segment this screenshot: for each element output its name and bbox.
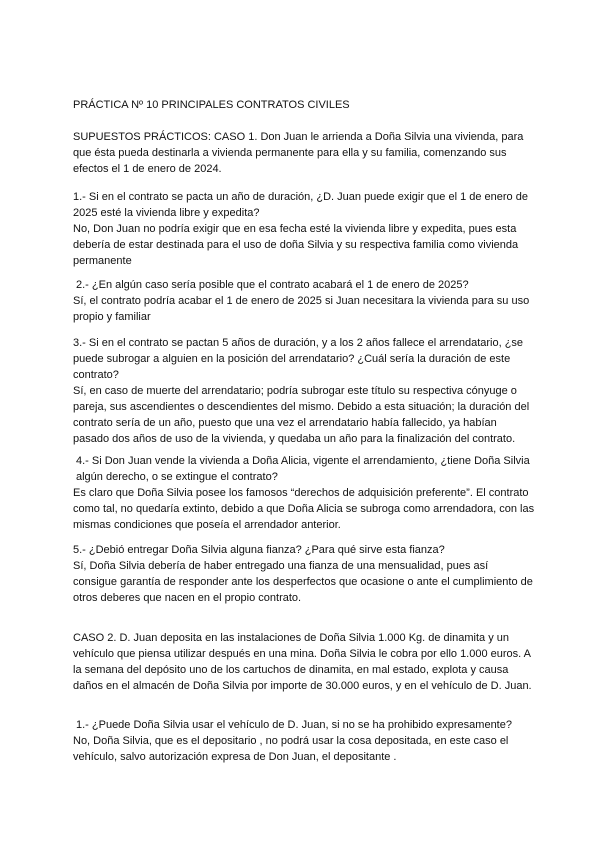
case1-question-5 [73,542,533,606]
answer-text: Sí, el contrato podría acabar el 1 de enero de 2025 si Juan necesitara la vivienda para su uso propio y familiar [73,295,530,323]
case2-intro-text: CASO 2. D. Juan deposita en las instalaciones de Doña Silvia 1.000 Kg. de dinamita y un vehículo que piensa utilizar después en una mina. Doña Silvia le cobra por ello 1.000 euros. A la semana del depósito uno de los cartuchos de dinamita, en mal estado, explota y causa daños en el almacén de Doña Silvia por importe de 30.000 euros, y en el vehículo de D. Juan. [73,632,532,692]
case2-question-1 [73,717,536,765]
case2-intro [73,630,533,694]
case1-question-1 [73,189,533,269]
case1-intro [73,129,533,177]
question-text: 4.- Si Don Juan vende la vivienda a Doña Alicia, vigente el arrendamiento, ¿tiene Doña Silvia algún derecho, o se extingue el contrato? [76,455,530,483]
question-text: 1.- ¿Puede Doña Silvia usar el vehículo de D. Juan, si no se ha prohibido expresamente? [76,719,512,731]
answer-text: No, Don Juan no podría exigir que en esa fecha esté la vivienda libre y expedita, pues esta debería de estar destinada para el uso de doña Silvia y su respectiva familia como vivienda permanente [73,223,519,267]
question-text: 2.- ¿En algún caso sería posible que el contrato acabará el 1 de enero de 2025? [76,279,469,291]
answer-text: Sí, Doña Silvia debería de haber entregado una fianza de una mensualidad, pues así consigue garantía de responder ante los desperfectos que ocasione o ante el cumplimiento de otros deberes que nacen en el propio contrato. [73,560,533,604]
case1-question-3 [73,335,533,447]
question-text: 1.- Si en el contrato se pacta un año de duración, ¿D. Juan puede exigir que el 1 de enero de 2025 esté la vivienda libre y expedita? [73,191,528,219]
question-text: 5.- ¿Debió entregar Doña Silvia alguna fianza? ¿Para qué sirve esta fianza? [73,544,445,556]
answer-text: Es claro que Doña Silvia posee los famosos “derechos de adquisición preferente”. El contrato como tal, no quedaría extinto, debido a que Doña Alicia se subroga como arrendadora, con las mismas condiciones que poseía el arrendador anterior. [73,487,535,531]
answer-text: No, Doña Silvia, que es el depositario , no podrá usar la cosa depositada, en este caso el vehículo, salvo autorización expresa de Don Juan, el depositante . [73,735,509,763]
answer-text: Sí, en caso de muerte del arrendatario; podría subrogar este título su respectiva cónyuge o pareja, sus ascendientes o descendientes del mismo. Debido a esta situación; la duración del contrato sería de un año, puesto que una vez el arrendatario había fallecido, ya habían pasado dos años de uso de la vivienda, y quedaba un año para la finalización del contrato. [73,385,530,445]
case1-question-4 [73,453,536,533]
page-title: PRÁCTICA Nº 10 PRINCIPALES CONTRATOS CIVILES [73,99,350,111]
question-text: 3.- Si en el contrato se pactan 5 años de duración, y a los 2 años fallece el arrendatario, ¿se puede subrogar a alguien en la posición del arrendatario? ¿Cuál sería la duración de este contrato? [73,337,524,381]
case1-question-2 [73,277,536,325]
case1-intro-text: SUPUESTOS PRÁCTICOS: CASO 1. Don Juan le arrienda a Doña Silvia una vivienda, para que ésta pueda destinarla a vivienda permanente para ella y su familia, comenzando sus efectos el 1 de enero de 2024. [73,131,524,175]
